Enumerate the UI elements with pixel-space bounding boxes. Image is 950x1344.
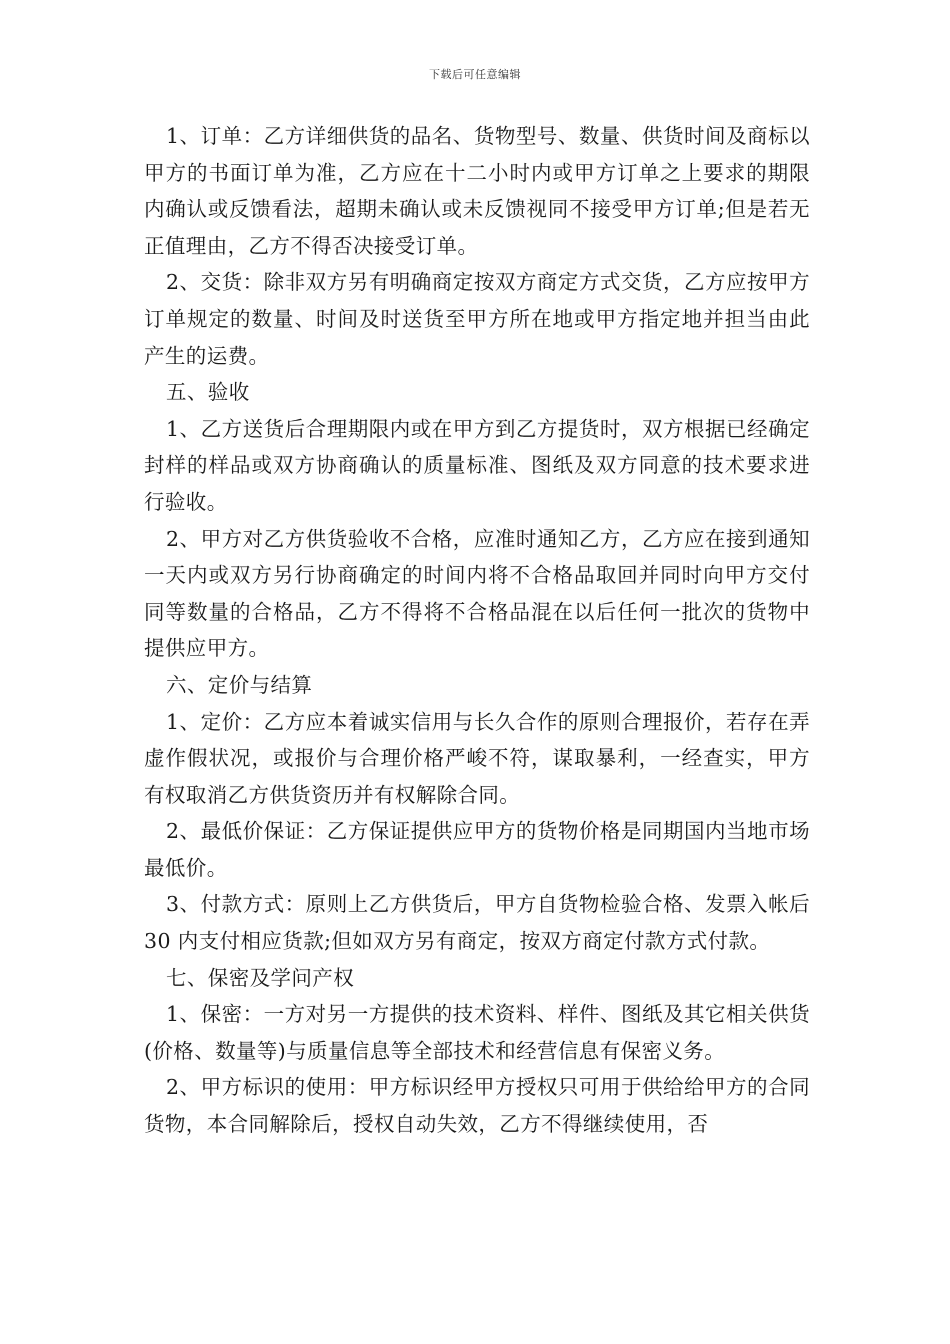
section-heading-pricing: 六、定价与结算 <box>166 672 313 697</box>
section-heading-acceptance: 五、验收 <box>166 380 250 405</box>
clause-order: 1、订单：乙方详细供货的品名、货物型号、数量、供货时间及商标以甲方的书面订单为准，乙方应在十二小时内或甲方订单之上要求的期限内确认或反馈看法，超期未确认或未反馈视同不接受甲方订单;但是若无正值理由，乙方不得否决接受订单。 <box>144 124 810 258</box>
clause-acceptance-2: 2、甲方对乙方供货验收不合格，应准时通知乙方，乙方应在接到通知一天内或双方另行协商确定的时间内将不合格品取回并同时向甲方交付同等数量的合格品，乙方不得将不合格品混在以后任何一批次的货物中提供应甲方。 <box>144 526 810 661</box>
clause-delivery: 2、交货：除非双方另有明确商定按双方商定方式交货，乙方应按甲方订单规定的数量、时间及时送货至甲方所在地或甲方指定地并担当由此产生的运费。 <box>144 270 810 368</box>
section-heading-confidentiality: 七、保密及学问产权 <box>166 965 355 990</box>
document-body <box>144 118 810 1143</box>
clause-acceptance-1: 1、乙方送货后合理期限内或在甲方到乙方提货时，双方根据已经确定封样的样品或双方协商确认的质量标准、图纸及双方同意的技术要求进行验收。 <box>144 416 810 514</box>
clause-lowest-price: 2、最低价保证：乙方保证提供应甲方的货物价格是同期国内当地市场最低价。 <box>144 819 810 880</box>
clause-payment: 3、付款方式：原则上乙方供货后，甲方自货物检验合格、发票入帐后 30 内支付相应货款;但如双方另有商定，按双方商定付款方式付款。 <box>144 892 810 954</box>
clause-pricing: 1、定价：乙方应本着诚实信用与长久合作的原则合理报价，若存在弄虚作假状况，或报价与合理价格严峻不符，谋取暴利，一经查实，甲方有权取消乙方供货资历并有权解除合同。 <box>144 709 810 807</box>
clause-trademark-use: 2、甲方标识的使用：甲方标识经甲方授权只可用于供给给甲方的合同货物，本合同解除后，授权自动失效，乙方不得继续使用，否 <box>144 1075 810 1137</box>
page-header-note: 下载后可任意编辑 <box>429 68 521 81</box>
clause-confidentiality: 1、保密：一方对另一方提供的技术资料、样件、图纸及其它相关供货(价格、数量等)与质量信息等全部技术和经营信息有保密义务。 <box>144 1002 810 1063</box>
